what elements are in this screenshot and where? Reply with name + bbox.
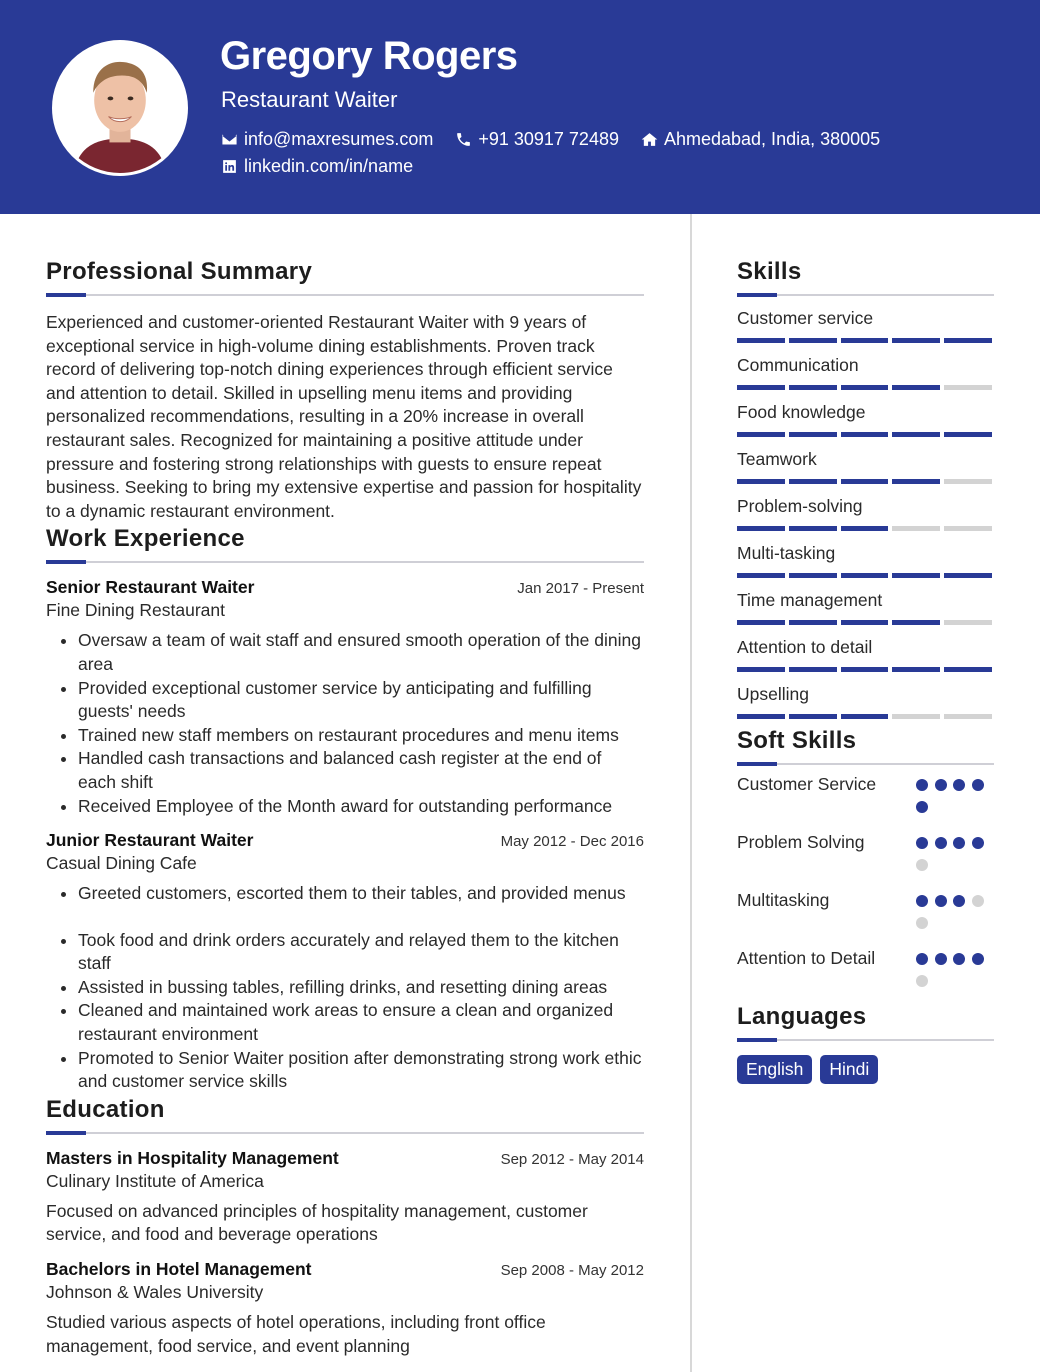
skill-level-bar: [737, 573, 994, 578]
languages-list: [737, 1055, 994, 1084]
skill-level-segment: [789, 479, 837, 484]
soft-skill-rating: [916, 889, 994, 939]
skill-level-segment: [789, 338, 837, 343]
phone-text: +91 30917 72489: [478, 129, 619, 149]
skill-level-segment: [944, 432, 992, 437]
home-icon: [641, 131, 658, 148]
skill-level-segment: [944, 526, 992, 531]
skill-level-segment: [944, 385, 992, 390]
skill-level-segment: [841, 714, 889, 719]
job-date: Jan 2017 - Present: [517, 580, 644, 598]
skill-level-segment: [944, 714, 992, 719]
skills-list: [737, 308, 994, 719]
skill-level-segment: [892, 667, 940, 672]
list-item: • Cleaned and maintained work areas to ensure a clean and organized restaurant environment: [78, 999, 644, 1046]
skill-level-segment: [892, 432, 940, 437]
skill-level-segment: [789, 620, 837, 625]
rating-dot: [972, 953, 984, 965]
education-heading: Education: [46, 1095, 165, 1123]
soft-skill-name: Customer Service: [737, 774, 877, 794]
skill-item: [737, 590, 994, 625]
phone-icon: [455, 131, 472, 148]
skill-level-segment: [737, 620, 785, 625]
skill-item: [737, 449, 994, 484]
skill-item: [737, 637, 994, 672]
education-date: Sep 2008 - May 2012: [500, 1262, 644, 1280]
rating-dot: [916, 953, 928, 965]
rating-dot: [916, 801, 928, 813]
language-badge: Hindi: [820, 1055, 878, 1084]
rating-dot: [953, 895, 965, 907]
column-divider: [690, 214, 692, 1372]
job-employer: Casual Dining Cafe: [46, 853, 197, 874]
list-item: • Took food and drink orders accurately and relayed them to the kitchen staff: [78, 929, 644, 976]
summary-text: Experienced and customer-oriented Restaurant Waiter with 9 years of exceptional service in high-volume dining establishments. Proven track record of delivering top-notch dining experiences through efficient service and attention to detail. Skilled in upselling menu items and providing personalized recommendations, resulting in a 20% increase in overall restaurant sales. Recognized for maintaining a positive attitude under pressure and fostering strong relationships with guests to ensure repeat business. Seeking to bring my extensive expertise and passion for hospitality to a dynamic restaurant environment.: [46, 312, 642, 521]
skill-level-segment: [944, 479, 992, 484]
soft-skill-rating: [916, 947, 994, 997]
skill-level-segment: [789, 432, 837, 437]
skill-level-bar: [737, 714, 994, 719]
languages-section: [737, 1003, 994, 1084]
skill-item: [737, 496, 994, 531]
skill-level-segment: [737, 338, 785, 343]
summary-section: [46, 258, 644, 523]
education-section: [46, 1096, 644, 1358]
main-column: [46, 258, 644, 1358]
contact-row-2: [221, 156, 435, 177]
skill-level-bar: [737, 338, 994, 343]
resume-header: [0, 0, 1040, 214]
education-date: Sep 2012 - May 2014: [500, 1150, 644, 1168]
soft-skill-name: Attention to Detail: [737, 948, 876, 968]
skill-name: Customer service: [737, 308, 874, 328]
education-entry: [46, 1148, 644, 1247]
rating-dot: [935, 779, 947, 791]
rating-dot: [953, 837, 965, 849]
skill-name: Communication: [737, 355, 859, 375]
skill-level-segment: [789, 714, 837, 719]
skill-level-segment: [737, 479, 785, 484]
rating-dot: [953, 953, 965, 965]
skill-level-segment: [892, 620, 940, 625]
skill-level-segment: [789, 526, 837, 531]
job-title: Junior Restaurant Waiter: [46, 830, 254, 851]
degree-title: Bachelors in Hotel Management: [46, 1259, 312, 1280]
candidate-name: Gregory Rogers: [220, 34, 518, 78]
section-rule: [737, 294, 994, 296]
rating-dot: [916, 895, 928, 907]
job-entry: [46, 577, 644, 818]
skill-name: Time management: [737, 590, 883, 610]
skill-level-segment: [841, 620, 889, 625]
skills-section: [737, 258, 994, 719]
linkedin-text: linkedin.com/in/name: [244, 156, 414, 176]
skill-item: [737, 308, 994, 343]
skill-level-segment: [841, 526, 889, 531]
job-date: May 2012 - Dec 2016: [500, 833, 644, 851]
skill-name: Problem-solving: [737, 496, 863, 516]
section-rule: [46, 294, 644, 296]
section-rule: [737, 1039, 994, 1041]
degree-title: Masters in Hospitality Management: [46, 1147, 339, 1168]
skill-level-segment: [892, 479, 940, 484]
rating-dot: [935, 953, 947, 965]
avatar-illustration: [55, 43, 185, 173]
skill-level-segment: [841, 667, 889, 672]
list-item: • Greeted customers, escorted them to their tables, and provided menus: [78, 882, 644, 906]
education-entry: [46, 1259, 644, 1358]
sidebar-column: [737, 258, 994, 1084]
rating-dot: [916, 859, 928, 871]
skill-level-segment: [789, 667, 837, 672]
skill-level-segment: [841, 573, 889, 578]
soft-skill-item: [737, 947, 994, 997]
soft-skills-section: [737, 727, 994, 997]
contact-row: [221, 129, 902, 150]
candidate-role: Restaurant Waiter: [221, 87, 398, 112]
education-description: Focused on advanced principles of hospitality management, customer service, and food and beverage operations: [46, 1200, 588, 1245]
email-contact[interactable]: [221, 129, 433, 150]
skill-name: Multi-tasking: [737, 543, 836, 563]
skill-level-segment: [789, 385, 837, 390]
soft-skills-heading: Soft Skills: [737, 727, 857, 754]
rating-dot: [972, 837, 984, 849]
experience-heading: Work Experience: [46, 525, 245, 553]
languages-heading: Languages: [737, 1003, 867, 1030]
list-item: • Promoted to Senior Waiter position after demonstrating strong work ethic and customer service skills: [78, 1047, 644, 1094]
skill-level-bar: [737, 385, 994, 390]
skills-heading: Skills: [737, 258, 802, 285]
skill-name: Teamwork: [737, 449, 817, 469]
skill-level-segment: [944, 338, 992, 343]
list-item: • Assisted in bussing tables, refilling drinks, and resetting dining areas: [78, 976, 644, 1000]
section-rule: [737, 763, 994, 765]
linkedin-contact[interactable]: [221, 156, 413, 177]
skill-item: [737, 543, 994, 578]
rating-dot: [972, 779, 984, 791]
skill-level-segment: [841, 479, 889, 484]
skill-item: [737, 402, 994, 437]
phone-contact[interactable]: [455, 129, 619, 150]
skill-level-bar: [737, 432, 994, 437]
rating-dot: [972, 895, 984, 907]
skill-item: [737, 355, 994, 390]
envelope-icon: [221, 131, 238, 148]
rating-dot: [935, 895, 947, 907]
skill-level-segment: [892, 385, 940, 390]
email-text: info@maxresumes.com: [244, 129, 434, 149]
rating-dot: [953, 779, 965, 791]
profile-photo: [52, 40, 188, 176]
section-rule: [46, 561, 644, 563]
skill-level-segment: [892, 338, 940, 343]
address-contact: [641, 129, 880, 150]
soft-skill-rating: [916, 831, 994, 881]
school-name: Johnson & Wales University: [46, 1282, 264, 1303]
list-item: • Provided exceptional customer service by anticipating and fulfilling guests' needs: [78, 677, 644, 724]
skill-level-bar: [737, 667, 994, 672]
education-description: Studied various aspects of hotel operations, including front office management, food service, and event planning: [46, 1312, 546, 1356]
linkedin-icon: [221, 158, 238, 175]
skill-level-segment: [737, 385, 785, 390]
skill-level-segment: [841, 385, 889, 390]
rating-dot: [935, 837, 947, 849]
rating-dot: [916, 917, 928, 929]
job-entry: [46, 830, 644, 1094]
rating-dot: [916, 837, 928, 849]
skill-level-bar: [737, 479, 994, 484]
address-text: Ahmedabad, India, 380005: [663, 129, 881, 149]
soft-skill-name: Multitasking: [737, 890, 830, 910]
section-rule: [46, 1132, 644, 1134]
skill-level-segment: [892, 714, 940, 719]
job-employer: Fine Dining Restaurant: [46, 600, 225, 621]
rating-dot: [916, 779, 928, 791]
soft-skill-item: [737, 889, 994, 939]
experience-section: [46, 525, 644, 1094]
list-item: • Trained new staff members on restaurant procedures and menu items: [78, 724, 644, 748]
job-bullets: [46, 629, 644, 818]
skill-name: Food knowledge: [737, 402, 866, 422]
skill-level-bar: [737, 526, 994, 531]
skill-level-segment: [737, 714, 785, 719]
skill-name: Attention to detail: [737, 637, 873, 657]
language-badge: English: [737, 1055, 812, 1084]
skill-item: [737, 684, 994, 719]
skill-level-segment: [892, 573, 940, 578]
skill-level-segment: [737, 432, 785, 437]
skill-level-segment: [944, 573, 992, 578]
skill-level-segment: [737, 573, 785, 578]
rating-dot: [916, 975, 928, 987]
skill-level-segment: [789, 573, 837, 578]
job-bullets: [46, 882, 644, 1094]
summary-heading: Professional Summary: [46, 258, 313, 285]
list-item: • Handled cash transactions and balanced cash register at the end of each shift: [78, 747, 644, 794]
soft-skill-item: [737, 831, 994, 881]
skill-level-segment: [944, 667, 992, 672]
soft-skill-rating: [916, 773, 994, 823]
list-item: • Oversaw a team of wait staff and ensured smooth operation of the dining area: [78, 629, 644, 676]
skill-level-segment: [841, 338, 889, 343]
skill-level-segment: [892, 526, 940, 531]
skill-level-segment: [944, 620, 992, 625]
skill-level-segment: [737, 526, 785, 531]
soft-skill-name: Problem Solving: [737, 832, 865, 852]
soft-skills-list: [737, 773, 994, 997]
skill-level-bar: [737, 620, 994, 625]
soft-skill-item: [737, 773, 994, 823]
school-name: Culinary Institute of America: [46, 1170, 264, 1191]
list-item: • Received Employee of the Month award for outstanding performance: [78, 795, 644, 819]
job-title: Senior Restaurant Waiter: [46, 577, 255, 598]
skill-level-segment: [841, 432, 889, 437]
skill-level-segment: [737, 667, 785, 672]
skill-name: Upselling: [737, 684, 809, 704]
